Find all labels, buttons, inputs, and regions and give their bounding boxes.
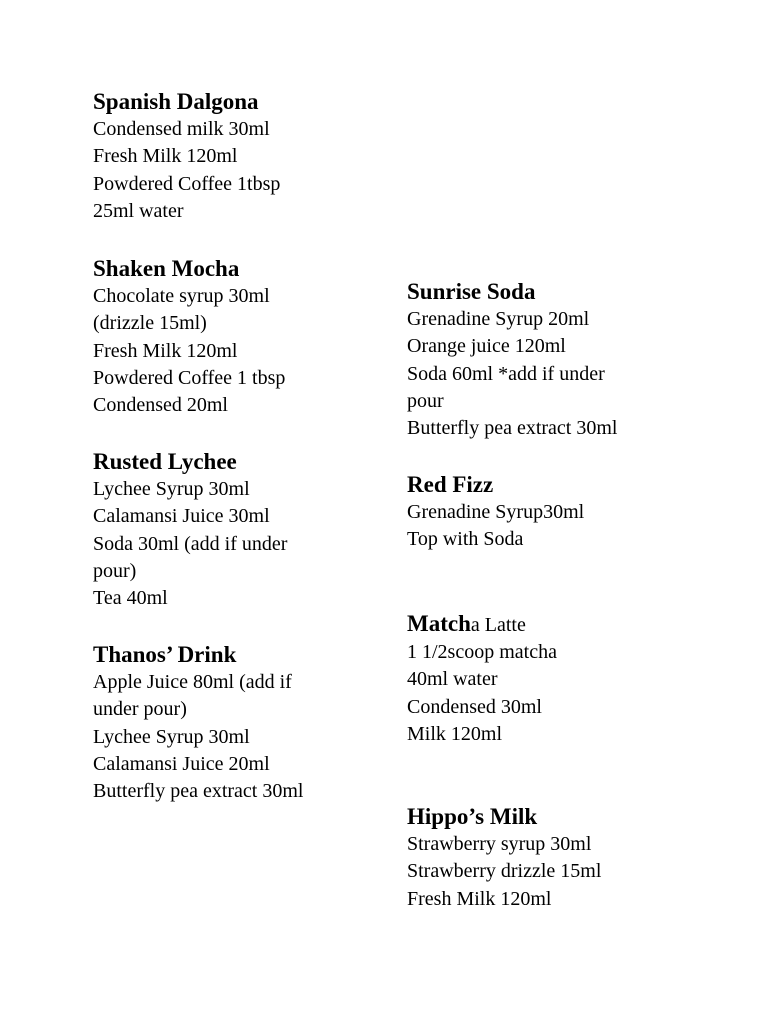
ingredient-line: 40ml water — [407, 668, 498, 691]
ingredient-line: Strawberry drizzle 15ml — [407, 860, 602, 883]
recipe-title: Sunrise Soda — [407, 279, 536, 304]
recipe-hippos-milk — [407, 803, 601, 913]
ingredient-line: Orange juice 120ml — [407, 335, 566, 358]
ingredient-line: Milk 120ml — [407, 722, 503, 745]
ingredient-line: Fresh Milk 120ml — [93, 339, 238, 362]
ingredient-line: 1 1/2scoop matcha — [407, 641, 557, 663]
ingredient-list — [93, 476, 287, 612]
recipe-title: Thanos’ Drink — [93, 642, 237, 667]
recipe-thanos-drink — [93, 641, 303, 805]
recipe-title: Rusted Lychee — [93, 449, 237, 474]
ingredient-line: Lychee Syrup 30ml — [93, 478, 250, 500]
ingredient-list — [407, 499, 584, 554]
recipe-title: Shaken Mocha — [93, 256, 240, 281]
recipe-title — [407, 610, 557, 639]
ingredient-list — [93, 116, 280, 225]
ingredient-line: Powdered Coffee 1tbsp — [93, 172, 281, 195]
recipe-shaken-mocha — [93, 255, 285, 419]
ingredient-line: Calamansi Juice 20ml — [93, 752, 270, 775]
ingredient-line: pour) — [93, 559, 137, 582]
ingredient-line: (drizzle 15ml) — [93, 312, 207, 335]
ingredient-line: Strawberry syrup 30ml — [407, 833, 592, 855]
ingredient-line: Top with Soda — [407, 528, 524, 551]
ingredient-list — [93, 283, 285, 419]
recipe-title: Hippo’s Milk — [407, 804, 538, 829]
recipe-rusted-lychee — [93, 448, 287, 612]
ingredient-line: Lychee Syrup 30ml — [93, 725, 250, 748]
ingredient-line: Chocolate syrup 30ml — [93, 285, 270, 307]
ingredient-line: Condensed 30ml — [407, 695, 542, 718]
ingredient-line: Tea 40ml — [93, 587, 168, 610]
recipe-title-bold: Match — [407, 611, 471, 636]
ingredient-line: Condensed 20ml — [93, 394, 228, 417]
ingredient-line: Calamansi Juice 30ml — [93, 505, 270, 528]
ingredient-line: Condensed milk 30ml — [93, 118, 270, 140]
recipe-title: Spanish Dalgona — [93, 89, 259, 114]
ingredient-line: Butterfly pea extract 30ml — [93, 780, 304, 803]
recipe-matcha-latte — [407, 610, 557, 748]
ingredient-line: pour — [407, 389, 444, 412]
recipe-title: Red Fizz — [407, 472, 494, 497]
ingredient-list — [407, 306, 617, 442]
ingredient-line: Apple Juice 80ml (add if — [93, 671, 292, 693]
ingredient-list — [407, 639, 557, 748]
recipe-red-fizz — [407, 471, 584, 554]
ingredient-line: Fresh Milk 120ml — [93, 145, 238, 168]
ingredient-line: 25ml water — [93, 199, 184, 222]
ingredient-list — [93, 669, 303, 805]
ingredient-list — [407, 831, 601, 913]
recipe-spanish-dalgona — [93, 88, 280, 225]
ingredient-line: Powdered Coffee 1 tbsp — [93, 366, 286, 389]
ingredient-line: Soda 60ml *add if under — [407, 362, 605, 385]
ingredient-line: under pour) — [93, 698, 187, 721]
ingredient-line: Soda 30ml (add if under — [93, 532, 288, 555]
ingredient-line: Grenadine Syrup30ml — [407, 501, 585, 523]
ingredient-line: Fresh Milk 120ml — [407, 887, 552, 910]
ingredient-line: Butterfly pea extract 30ml — [407, 417, 618, 440]
ingredient-line: Grenadine Syrup 20ml — [407, 308, 590, 330]
recipe-sunrise-soda — [407, 278, 617, 442]
recipe-title-plain: a Latte — [470, 614, 526, 636]
